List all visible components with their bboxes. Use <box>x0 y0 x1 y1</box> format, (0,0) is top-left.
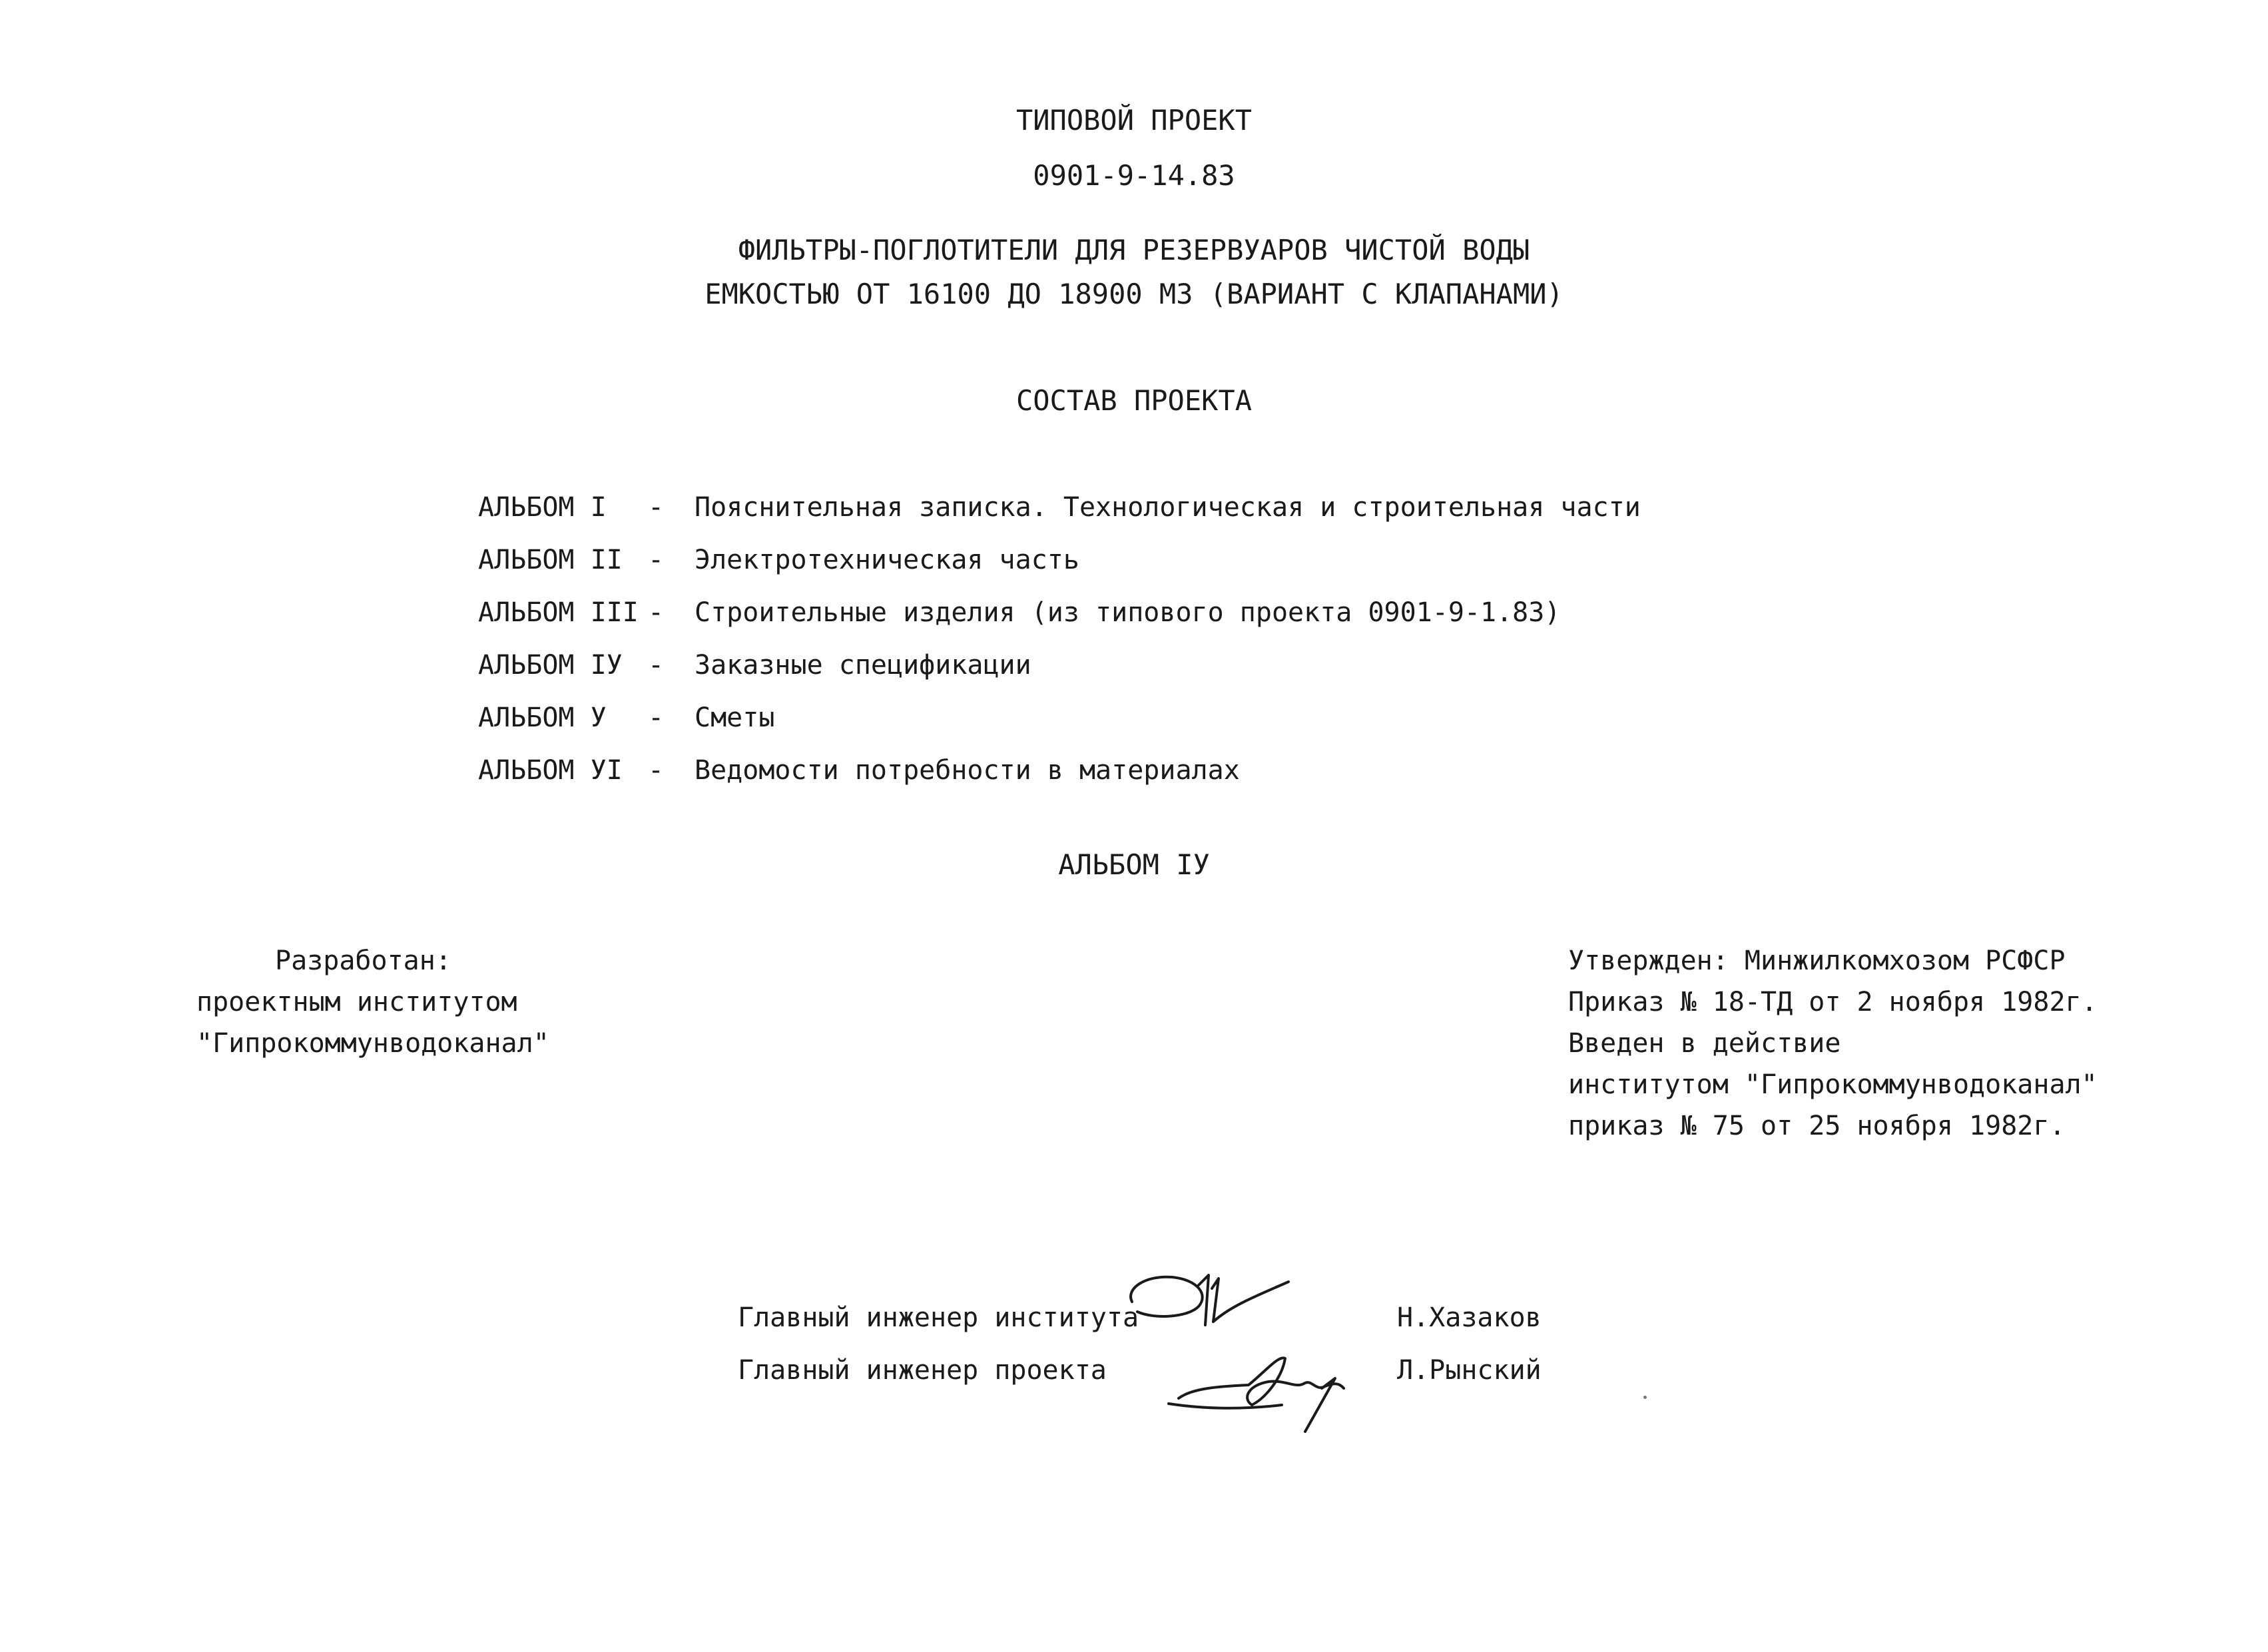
album-label: АЛЬБОМ У <box>478 702 607 733</box>
approved-by: Утвержден: Минжилкомхозом РСФСР <box>1568 946 2066 976</box>
album-label: АЛЬБОМ УI <box>478 755 623 786</box>
album-dash: - <box>648 492 665 523</box>
signature-role: Главный инженер института <box>738 1302 1139 1333</box>
album-row <box>478 543 1079 577</box>
signature-row <box>738 1353 1542 1388</box>
album-row <box>478 700 774 735</box>
enacted-order: приказ № 75 от 25 ноября 1982г. <box>1568 1111 2066 1141</box>
album-dash: - <box>648 650 665 681</box>
approved-block <box>1568 940 2098 1147</box>
album-row <box>478 595 1560 630</box>
album-description: Ведомости потребности в материалах <box>695 755 1240 786</box>
album-dash: - <box>648 597 665 628</box>
album-description: Строительные изделия (из типового проекта 0901-9-1.83) <box>695 597 1561 628</box>
album-label: АЛЬБОМ III <box>478 597 639 628</box>
album-description: Электротехническая часть <box>695 545 1079 575</box>
developed-institute-name: "Гипрокоммунводоканал" <box>196 1028 549 1059</box>
album-description: Пояснительная записка. Технологическая и строительная части <box>695 492 1641 523</box>
album-row <box>478 490 1641 525</box>
album-label: АЛЬБОМ II <box>478 545 623 575</box>
album-label: АЛЬБОМ IУ <box>478 650 623 681</box>
enacted-institute: институтом "Гипрокоммунводоканал" <box>1568 1069 2098 1100</box>
signature-role: Главный инженер проекта <box>738 1355 1107 1386</box>
signature-name: Н.Хазаков <box>1397 1302 1542 1333</box>
doc-type: ТИПОВОЙ ПРОЕКТ <box>1015 104 1252 137</box>
scan-speck <box>1643 1396 1647 1399</box>
doc-number: 0901-9-14.83 <box>1033 159 1235 192</box>
album-label: АЛЬБОМ I <box>478 492 607 523</box>
album-row <box>478 648 1031 683</box>
developed-block <box>196 940 549 1064</box>
album-dash: - <box>648 545 665 575</box>
title-line-1: ФИЛЬТРЫ-ПОГЛОТИТЕЛИ ДЛЯ РЕЗЕРВУАРОВ ЧИСТОЙ ВОДЫ <box>738 234 1530 266</box>
album-row <box>478 753 1240 788</box>
title-line-2: ЕМКОСТЬЮ ОТ 16100 ДО 18900 М3 (ВАРИАНТ С КЛАПАНАМИ) <box>705 278 1563 310</box>
album-description: Сметы <box>695 702 775 733</box>
album-dash: - <box>648 755 665 786</box>
developed-institute-label: проектным институтом <box>196 987 517 1017</box>
current-album: АЛЬБОМ IУ <box>1058 848 1210 881</box>
signature-row <box>738 1300 1542 1335</box>
album-description: Заказные спецификации <box>695 650 1031 681</box>
approved-order: Приказ № 18-ТД от 2 ноября 1982г. <box>1568 987 2098 1017</box>
developed-label: Разработан: <box>275 946 451 976</box>
signature-name: Л.Рынский <box>1397 1355 1542 1386</box>
enacted-label: Введен в действие <box>1568 1028 1841 1059</box>
album-dash: - <box>648 702 665 733</box>
composition-heading: СОСТАВ ПРОЕКТА <box>1015 384 1252 417</box>
